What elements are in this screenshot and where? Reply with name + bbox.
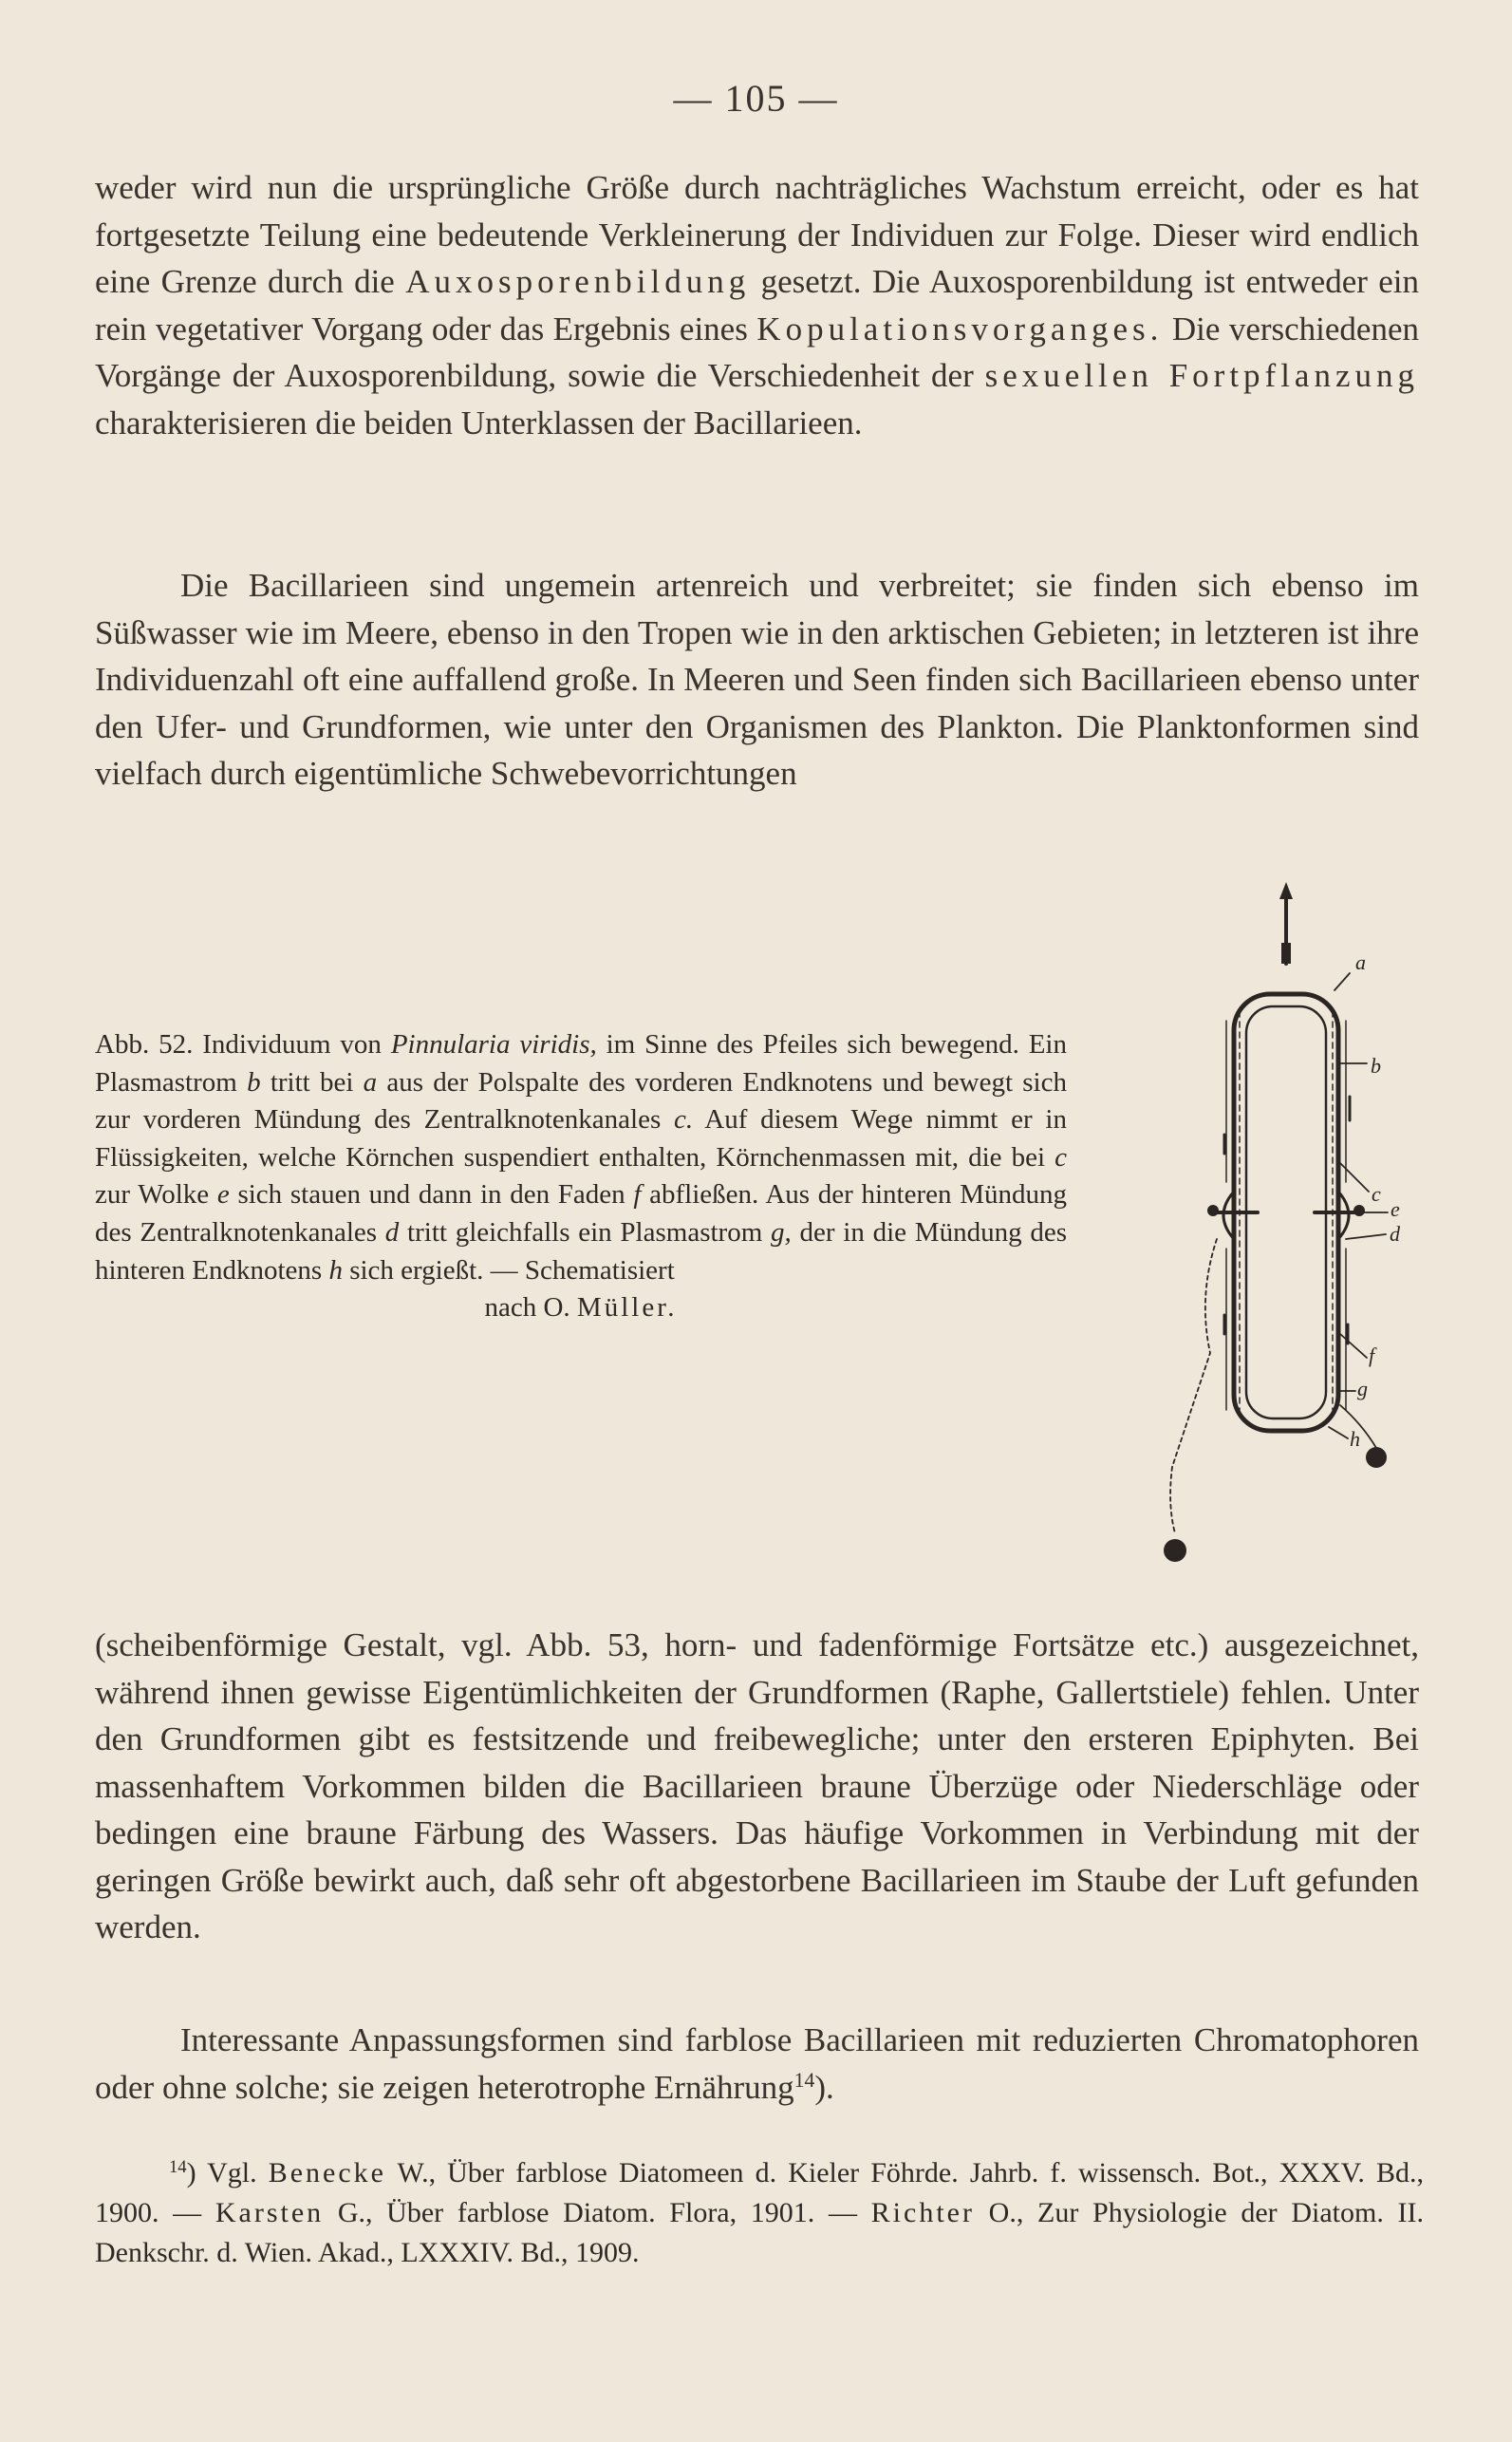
caption-part: sich stauen und dann in den Faden [229, 1179, 634, 1211]
pinnularia-figure [1092, 878, 1452, 1581]
caption-part: aus der Polspalte des vorderen Endknotens und bewegt sich zur vorderen Mündung des Zentralknotenkanales [95, 1066, 1067, 1136]
paragraph-4-end: ). [814, 2068, 834, 2106]
paragraph-2 [95, 562, 1419, 798]
caption-letter: c. [674, 1104, 694, 1136]
caption-credit-pre: nach O. [484, 1292, 577, 1324]
caption-part: der in die Mündung des hinteren Endknotens [95, 1216, 1067, 1286]
label-d: d [1390, 1222, 1400, 1246]
label-g: g [1357, 1377, 1368, 1400]
central-nodules [1207, 1192, 1365, 1239]
footnote-mark: 14 [169, 2156, 187, 2177]
motion-arrow [1279, 882, 1293, 964]
paragraph-1-text-a: weder wird nun die ursprüngliche Größe durch nachträgliches Wachstum erreicht, oder es hat fortgesetzte Teilung eine bedeutende Verkleinerung der Individuen zur Folge. Dieser wird endlich eine Grenze durch die [95, 169, 1419, 300]
caption-letter: d [384, 1216, 400, 1248]
author-richter: Richter [870, 2197, 975, 2228]
author-karsten: Karsten [215, 2197, 325, 2228]
term-kopulationsvorganges: Kopulationsvorganges. [756, 310, 1164, 348]
paragraph-3 [95, 1622, 1419, 1951]
term-auxosporenbildung: Auxosporenbildung [405, 263, 751, 300]
label-c: c [1372, 1182, 1381, 1206]
caption-part: Auf diesem Wege nimmt er in Flüssigkeiten, welche Körnchen suspendiert enthalten, Körnchenmassen mit, die bei [95, 1104, 1067, 1173]
caption-letter: b [247, 1066, 261, 1098]
caption-part: tritt bei [260, 1066, 364, 1098]
caption-letter: e [216, 1179, 230, 1211]
caption-letter: g, [771, 1216, 792, 1248]
footnote [95, 2153, 1424, 2273]
footnote-part: G., Über farblose Diatom. Flora, 1901. — [324, 2197, 871, 2228]
label-b: b [1371, 1054, 1381, 1078]
author-benecke: Benecke [268, 2157, 386, 2188]
paragraph-4-text: Interessante Anpassungsformen sind farblose Bacillarieen mit reduzierten Chromatophoren oder ohne solche; sie zeigen heterotrophe Ernährung [95, 2021, 1419, 2106]
caption-credit [95, 1289, 1067, 1327]
label-f: f [1369, 1343, 1375, 1367]
thread-f [1164, 1239, 1217, 1562]
caption-letter: f [633, 1179, 642, 1211]
caption-part: tritt gleichfalls ein Plasmastrom [399, 1216, 772, 1248]
paragraph-4 [95, 2017, 1419, 2111]
term-sexuelle-fortpflanzung: sexuellen Fortpflanzung [984, 357, 1419, 394]
footnote-part: O., Zur Physiologie der Diatom. II. Denkschr. d. Wien. Akad., LXXXIV. Bd., 1909. [95, 2197, 1424, 2268]
caption-letter: a [363, 1066, 378, 1098]
paragraph-2-text: Die Bacillarieen sind ungemein artenreich und verbreitet; sie finden sich ebenso im Süßwasser wie im Meere, ebenso in den Tropen wie in den arktischen Gebieten; in letzteren ist ihre Individuenzahl oft eine auffallend große. In Meeren und Seen finden sich Bacillarieen ebenso unter den Ufer- und Grundformen, wie unter den Organismen des Plankton. Die Planktonformen sind vielfach durch eigentümliche Schwebevorrichtungen [95, 567, 1419, 792]
caption-letter: c [1055, 1141, 1067, 1173]
label-h: h [1350, 1427, 1360, 1451]
caption-prefix: Abb. 52. Individuum von [95, 1029, 391, 1060]
caption-credit-name: Müller. [576, 1292, 678, 1324]
label-e: e [1391, 1197, 1400, 1221]
paragraph-3-text: (scheibenförmige Gestalt, vgl. Abb. 53, horn- und fadenförmige Fortsätze etc.) ausgezeichnet, während ihnen gewisse Eigentümlichkeiten der Grundformen (Raphe, Gallertstiele) fehlen. Unter den Grundformen gibt es festsitzende und freibewegliche; unter den ersteren Epiphyten. Bei massenhaftem Vorkommen bilden die Bacillarieen braune Überzüge oder Niederschläge oder bedingen eine braune Färbung des Wassers. Das häufige Vorkommen in Verbindung mit der geringen Größe bewirkt auch, daß sehr oft abgestorbene Bacillarieen im Staube der Luft gefunden werden. [95, 1626, 1419, 1945]
caption-part: sich ergießt. — Schematisiert [342, 1254, 675, 1286]
paragraph-1-text-b: gesetzt. Die Auxosporenbildung ist entweder ein rein vegetativer Vorgang oder das Ergebnis eines [95, 263, 1419, 348]
caption-species: Pinnularia viridis, [390, 1029, 597, 1060]
page-number: — 105 — [673, 77, 839, 120]
caption-part: abfließen. Aus der hinteren Mündung des Zentralknotenkanales [95, 1179, 1068, 1248]
paragraph-1 [95, 164, 1419, 446]
caption-part: im Sinne des Pfeiles sich bewegend. Ein Plasmastrom [95, 1029, 1067, 1098]
paragraph-1-text-d: charakterisieren die beiden Unterklassen der Bacillarieen. [95, 404, 863, 441]
label-a: a [1355, 950, 1366, 974]
caption-part: zur Wolke [95, 1179, 217, 1211]
footnote-ref: 14 [793, 2068, 815, 2092]
caption-letter: h [328, 1254, 343, 1286]
footnote-part: ) Vgl. [186, 2157, 269, 2188]
figure-caption [95, 1026, 1067, 1327]
footnote-part: W., Über farblose Diatomeen d. Kieler Föhrde. Jahrb. f. wissensch. Bot., XXXV. Bd., 1900. — [95, 2157, 1425, 2228]
cloud-e [1340, 1405, 1387, 1468]
paragraph-1-text-c: Die verschiedenen Vorgänge der Auxosporenbildung, sowie die Verschiedenheit der [95, 310, 1419, 394]
plasma-streams [1224, 1021, 1350, 1410]
